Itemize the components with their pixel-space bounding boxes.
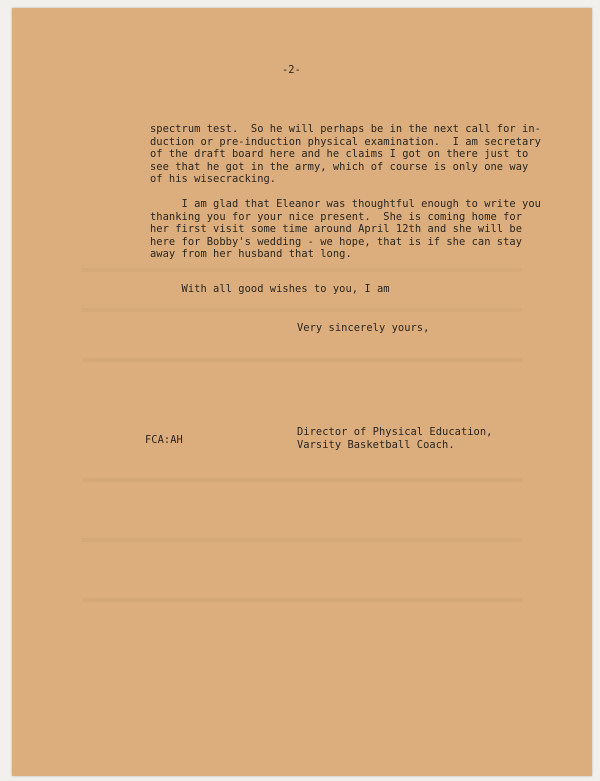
letter-page [12, 8, 592, 776]
signature-block: Director of Physical Education, Varsity Basketball Coach. [297, 426, 493, 451]
paragraph-3: With all good wishes to you, I am [150, 283, 390, 295]
page-number: -2- [282, 64, 301, 76]
reference-initials: FCA:AH [145, 434, 183, 446]
paragraph-2: I am glad that Eleanor was thoughtful enough to write you thanking you for your nice present. She is coming home for her first visit some time around April 12th and she will be here for Bobby's wedding - we hope, that is if she can stay away from her husband that long. [150, 198, 541, 261]
complimentary-close: Very sincerely yours, [297, 322, 430, 334]
paragraph-1: spectrum test. So he will perhaps be in the next call for in- duction or pre-induction physical examination. I am secretary of the draft board here and he claims I got on there just to see that he got in the army, which of course is only one way of his wisecracking. [150, 123, 541, 186]
